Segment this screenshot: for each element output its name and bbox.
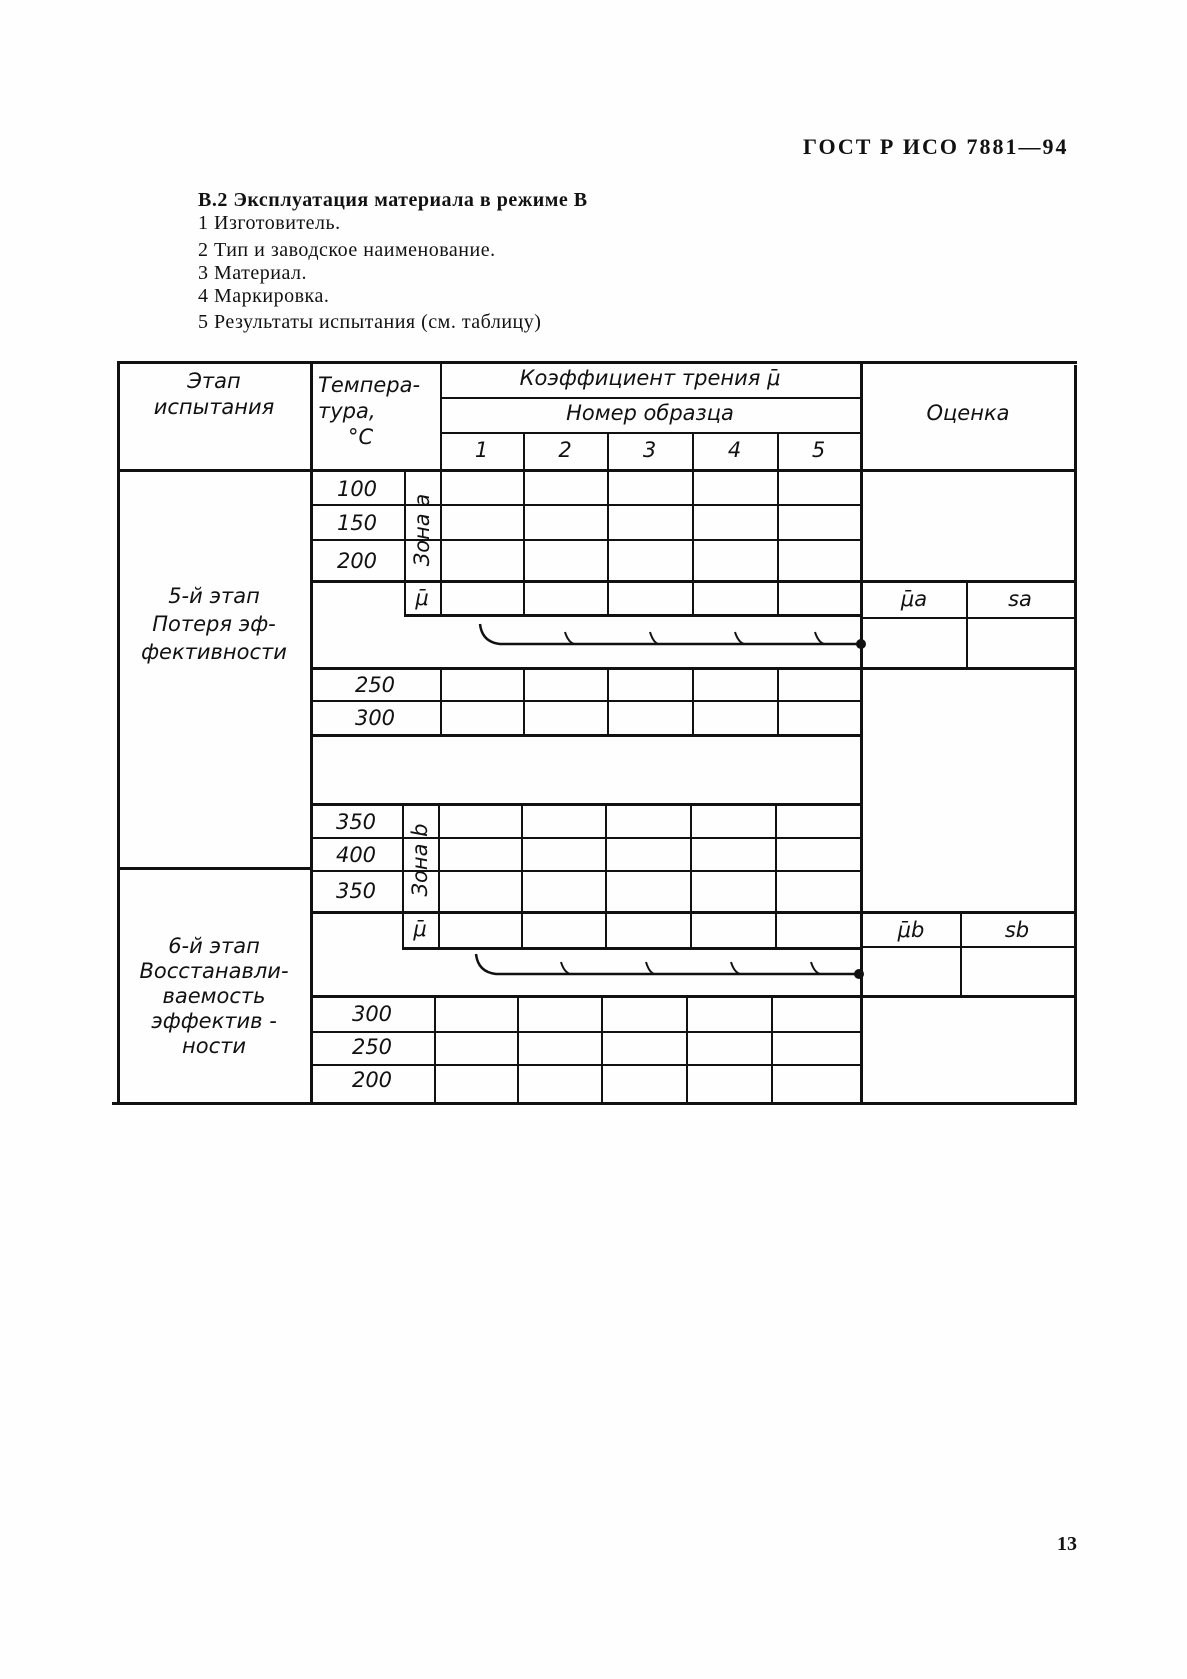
table-border-right <box>1074 365 1077 1105</box>
bracket-icon <box>466 950 866 990</box>
row-line <box>310 995 1076 998</box>
stage-col-divider <box>310 362 313 1102</box>
zone-b-label: Зона b <box>408 823 432 897</box>
eval-mean-a: μ̄a <box>900 587 928 611</box>
row-line <box>310 504 860 506</box>
header-line <box>440 397 860 399</box>
header-sample-5: 5 <box>811 438 826 462</box>
header-sample-4: 4 <box>727 438 742 462</box>
temperature-cell: 250 <box>351 1035 393 1059</box>
temperature-cell: 200 <box>351 1068 393 1092</box>
list-item: 3 Материал. <box>198 262 307 284</box>
row-line <box>310 1064 860 1066</box>
eval-sd-b: sb <box>1004 918 1030 942</box>
eval-mean-b: μ̄b <box>897 918 925 942</box>
stage-label-line: ности <box>181 1034 246 1058</box>
row-line <box>310 870 860 872</box>
stage-5-label <box>118 582 310 666</box>
temperature-cell: 400 <box>335 843 377 867</box>
temperature-cell: 150 <box>336 511 378 535</box>
mean-label: μ̄ <box>415 586 429 610</box>
cell-divider <box>775 803 777 949</box>
cell-divider <box>607 470 609 615</box>
stage-label-line: фективности <box>141 640 287 664</box>
header-sample-1: 1 <box>474 438 489 462</box>
cell-divider <box>690 803 692 949</box>
eval-line <box>862 617 1074 619</box>
temperature-cell: 100 <box>336 477 378 501</box>
header-sample-number: Номер образца <box>566 401 734 425</box>
cell-divider <box>434 996 436 1102</box>
zone-a-right <box>440 470 442 615</box>
section-title: В.2 Эксплуатация материала в режиме В <box>198 189 588 211</box>
eval-line <box>862 946 1074 948</box>
stage-6-label <box>118 934 310 1059</box>
cell-divider <box>523 470 525 615</box>
stage-label-line: 5-й этап <box>168 584 260 608</box>
eval-col-divider-body <box>860 470 863 1102</box>
list-item: 2 Тип и заводское наименование. <box>198 239 496 261</box>
header-temperature <box>318 372 440 450</box>
row-line <box>404 614 862 617</box>
temperature-cell: 300 <box>354 706 396 730</box>
header-temp-line: Темпера- <box>318 373 421 397</box>
stage-divider <box>118 867 310 870</box>
header-evaluation: Оценка <box>926 401 1010 425</box>
cell-divider <box>777 470 779 615</box>
header-bottom-line <box>118 469 1076 472</box>
temperature-cell: 350 <box>335 879 377 903</box>
eval-sd-a: sa <box>1008 587 1032 611</box>
list-item: 4 Маркировка. <box>198 285 330 307</box>
table-border-top <box>118 361 1077 364</box>
header-stage-line: Этап <box>187 369 241 393</box>
mean-label: μ̄ <box>413 917 427 941</box>
page-number: 13 <box>1057 1533 1077 1555</box>
row-line <box>310 837 860 839</box>
header-temp-unit: °С <box>348 425 374 449</box>
row-line <box>310 700 860 702</box>
cell-divider <box>686 996 688 1102</box>
stage-label-line: ваемость <box>162 984 266 1008</box>
temperature-cell: 300 <box>351 1002 393 1026</box>
stage-label-line: 6-й этап <box>168 934 260 958</box>
header-stage-line: испытания <box>153 395 275 419</box>
header-line <box>440 432 860 434</box>
header-stage <box>118 368 310 420</box>
temperature-cell: 350 <box>335 810 377 834</box>
stage-label-line: Восстанавли- <box>139 959 289 983</box>
row-line <box>310 734 860 737</box>
list-item: 1 Изготовитель. <box>198 212 341 234</box>
cell-divider <box>605 803 607 949</box>
table-border-bottom <box>112 1102 1074 1105</box>
cell-divider <box>517 996 519 1102</box>
zone-b-right <box>438 803 440 949</box>
cell-divider <box>771 996 773 1102</box>
header-sample-3: 3 <box>642 438 657 462</box>
temperature-cell: 250 <box>354 673 396 697</box>
cell-divider <box>692 470 694 615</box>
row-line <box>310 803 860 806</box>
document-standard-code: ГОСТ Р ИСО 7881—94 <box>803 134 1069 159</box>
header-temp-line: тура, <box>318 399 376 423</box>
stage-label-line: Потеря эф- <box>152 612 276 636</box>
header-coefficient: Коэффициент трения μ̄ <box>519 366 781 390</box>
row-line <box>310 1031 860 1033</box>
cell-divider <box>601 996 603 1102</box>
row-line <box>310 539 860 541</box>
bracket-icon <box>470 620 870 660</box>
stage-label-line: эффектив - <box>151 1009 277 1033</box>
header-sample-2: 2 <box>558 438 572 462</box>
cell-divider <box>521 803 523 949</box>
temperature-cell: 200 <box>336 549 378 573</box>
list-item: 5 Результаты испытания (см. таблицу) <box>198 311 542 333</box>
zone-a-label: Зона a <box>410 493 434 567</box>
